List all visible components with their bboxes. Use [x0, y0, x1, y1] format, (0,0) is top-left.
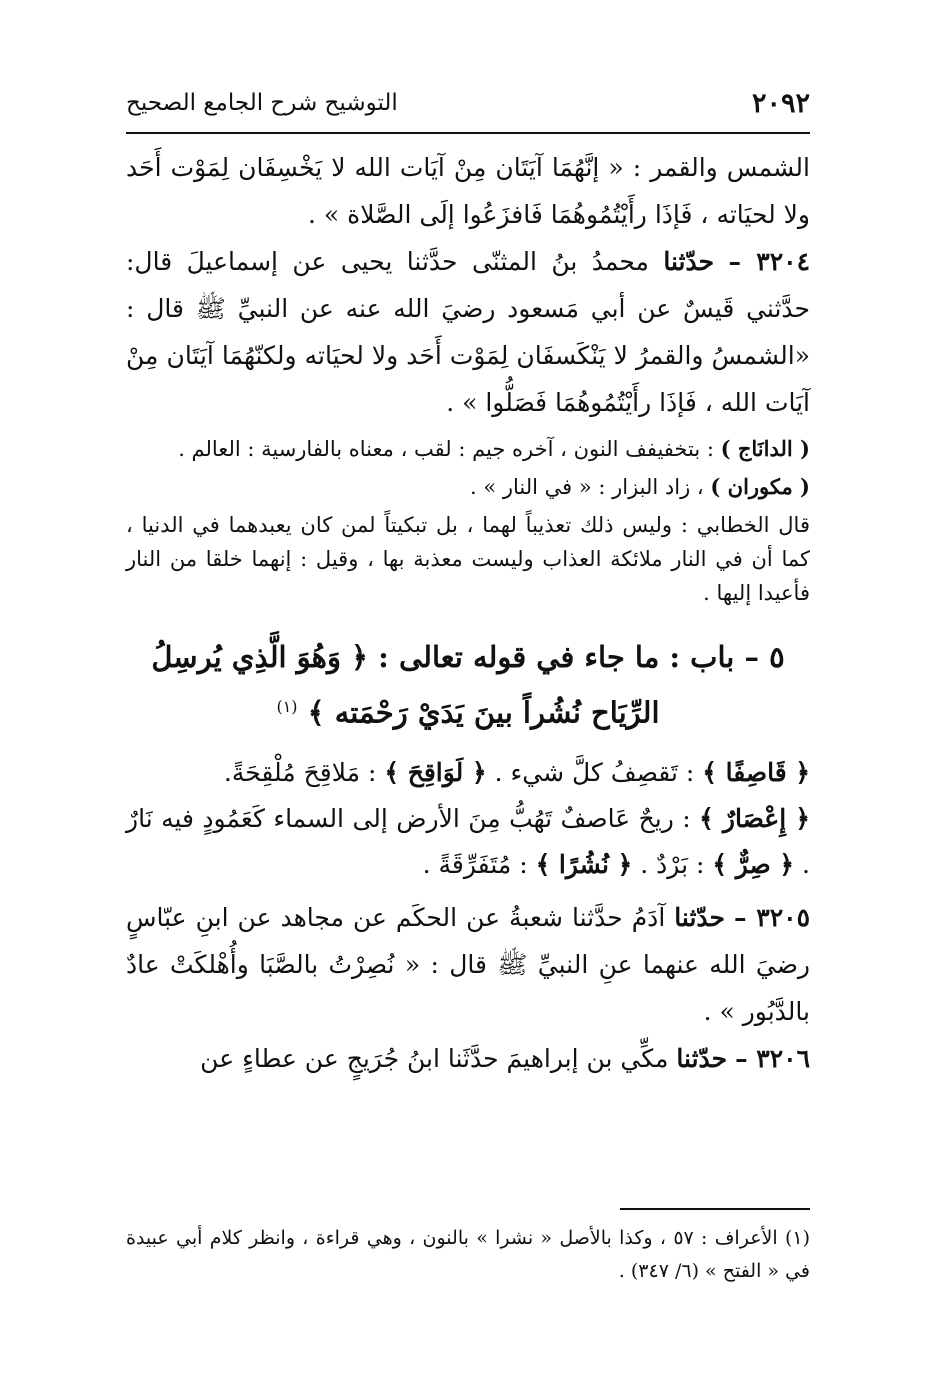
glossary-term: ﴿ نُشُرًا ﴾: [535, 849, 633, 879]
page-number: ٢٠٩٢: [751, 88, 810, 119]
chapter-heading-line-2-text: الرِّيَاح نُشُراً بينَ يَدَيْ رَحْمَته ﴾: [307, 695, 660, 730]
page-header: [126, 84, 810, 134]
commentary-khattabi: قال الخطابي : وليس ذلك تعذيباً لهما ، بل تبكيتاً لمن كان يعبدهما في الدنيا ، كما أن في النار ملائكة العذاب وليست معذبة بها ، وقيل : إنهما خلقا من النار فأعيدا إليها .: [126, 513, 810, 605]
hadith-text: مكِّي بن إبراهيمَ حدَّثَنا ابنُ جُرَيجٍ عن عطاءٍ عن: [200, 1043, 669, 1073]
commentary-text: ، زاد البزار : « في النار » .: [469, 475, 704, 499]
glossary-term: ﴿ قَاصِفًا ﴾: [702, 757, 810, 787]
glossary-line-2: [126, 796, 810, 888]
commentary-term: ( مكوران ): [710, 474, 810, 499]
chapter-heading-line-1: ٥ – باب : ما جاء في قوله تعالى : ﴿ وَهُوَ الَّذِي يُرسِلُ: [151, 640, 785, 674]
glossary-definition: : مَلاقِحَ مُلْقِحَةً.: [223, 757, 377, 787]
glossary-term: ﴿ لَوَاقِحَ ﴾: [384, 757, 487, 787]
page-body: [126, 144, 810, 1082]
commentary-text: : بتخفيفف النون ، آخره جيم : لقب ، معناه بالفارسية : العالم .: [178, 437, 714, 461]
narration-opening: حدّثنا: [674, 902, 725, 932]
chapter-heading: [126, 632, 810, 738]
footnote: (١) الأعراف : ٥٧ ، وكذا بالأصل « نشرا » بالنون ، وهي قراءة ، وانظر كلام أبي عبيدة في « الفتح » (٦/ ٣٤٧) .: [126, 1227, 811, 1282]
hadith-number: ٣٢٠٦ –: [735, 1043, 810, 1073]
commentary-mukawwaran: [126, 470, 810, 504]
commentary-danaj: [126, 432, 810, 466]
commentary-term: ( الدانَاج ): [720, 436, 810, 461]
hadith-3204: [126, 238, 810, 426]
glossary-term: ﴿ إِعْصَارٌ ﴾: [699, 803, 810, 833]
glossary-definition: : تَقصِفُ كلَّ شيء .: [494, 757, 695, 787]
footnote-reference: (١): [276, 697, 298, 716]
hadith-3206: [126, 1035, 810, 1082]
hadith-number: ٣٢٠٥ –: [734, 902, 810, 932]
running-title: التوشيح شرح الجامع الصحيح: [126, 90, 398, 116]
hadith-number: ٣٢٠٤ –: [728, 247, 810, 276]
narration-opening: حدّثنا: [663, 247, 715, 276]
hadith-text: آدَمُ حدَّثنا شعبةُ عن الحكَم عن مجاهد عن ابنِ عبّاسٍ رضيَ الله عنهما عنِ النبيِّ ﷺ قال : « نُصِرْتُ بالصَّبَا وأُهْلكَتْ عادٌ بالدَّبُور » .: [126, 902, 810, 1026]
chapter-heading-line-2: [126, 682, 810, 738]
footnote-separator: [620, 1208, 810, 1210]
glossary-definition: : مُتَفَرِّقَةً .: [422, 849, 528, 879]
glossary-definition: : ريحٌ عَاصفٌ تَهُبُّ مِنَ الأرض إلى السماء كَعَمُودٍ فيه نَارٌ .: [126, 803, 810, 879]
narration-opening: حدّثنا: [676, 1043, 728, 1073]
glossary-term: ﴿ صِرٌّ ﴾: [712, 849, 795, 879]
hadith-3205: [126, 894, 810, 1035]
glossary-line-1: [126, 750, 810, 796]
hadith-text: محمدُ بنُ المثنّى حدَّثنا يحيى عن إسماعيلَ قال: حدَّثني قَيسٌ عن أبي مَسعود رضيَ الله عنه عن النبيِّ ﷺ قال : «الشمسُ والقمرُ لا يَنْكَسفَان لِمَوْت أَحَد ولا لحيَاته ولكنّهُمَا آيَتَان مِنْ آيَات الله ، فَإذَا رأَيْتُمُوهُمَا فَصَلُّوا » .: [126, 247, 810, 417]
glossary-definition: : بَرْدٌ .: [640, 849, 705, 879]
hadith-continuation: الشمس والقمر : « إنَّهُمَا آيَتَان مِنْ آيَات الله لا يَخْسِفَان لِمَوْت أَحَد ولا لحيَاته ، فَإذَا رأَيْتُمُوهُمَا فَافزَعُوا إلَى الصَّلاة » .: [126, 153, 810, 229]
